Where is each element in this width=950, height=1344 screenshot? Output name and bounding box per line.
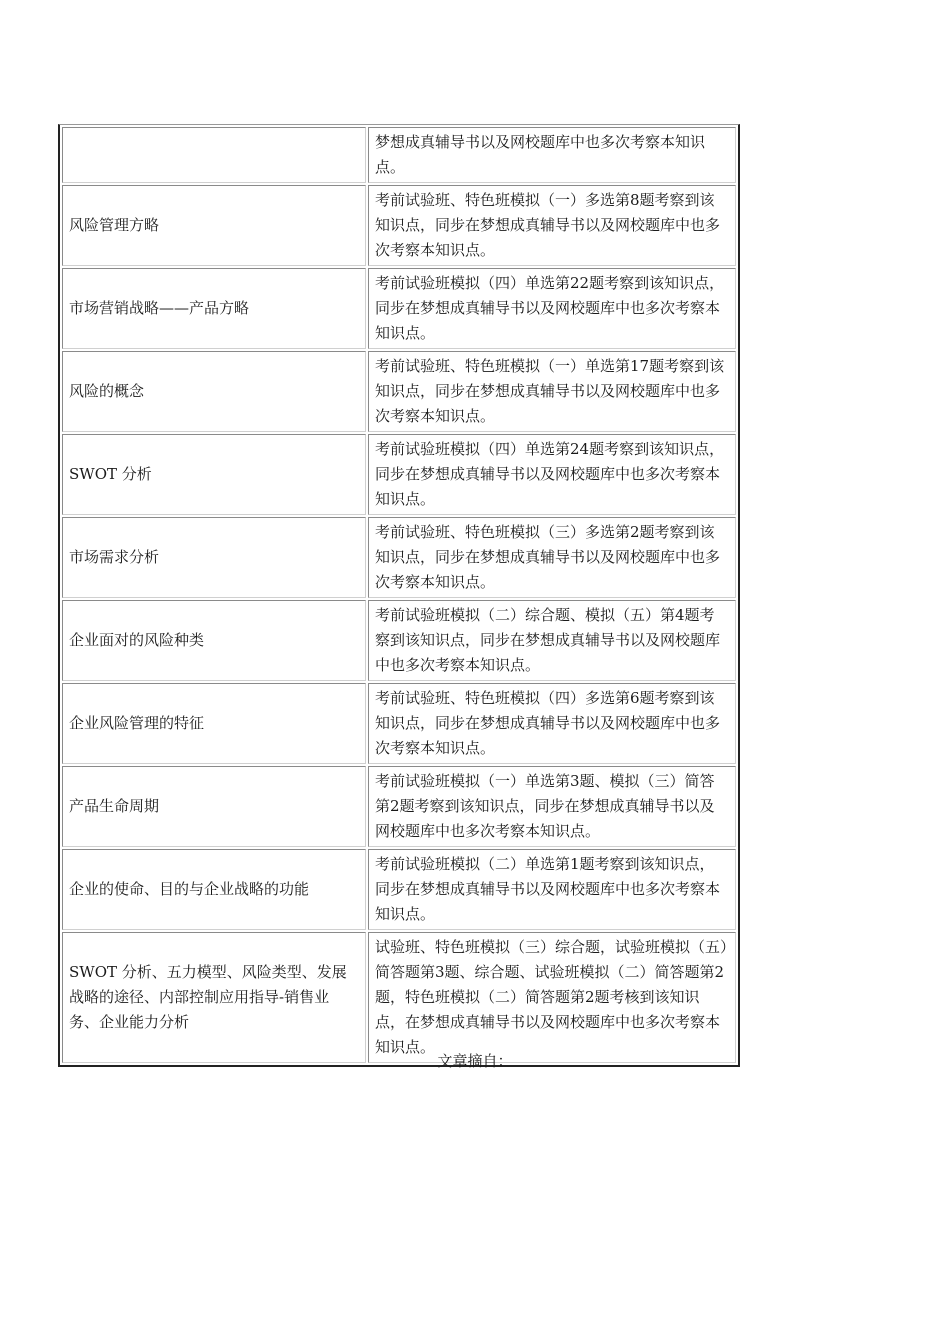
note-cell: 考前试验班模拟（一）单选第3题、模拟（三）简答第2题考察到该知识点，同步在梦想成真辅导书以及网校题库中也多次考察本知识点。	[368, 766, 736, 847]
table-row	[62, 932, 736, 1063]
topic-cell: 企业的使命、目的与企业战略的功能	[62, 849, 366, 930]
table-row	[62, 351, 736, 432]
knowledge-point-table	[58, 124, 740, 1067]
note-cell: 考前试验班模拟（二）综合题、模拟（五）第4题考察到该知识点，同步在梦想成真辅导书以及网校题库中也多次考察本知识点。	[368, 600, 736, 681]
topic-cell: 产品生命周期	[62, 766, 366, 847]
note-cell: 考前试验班、特色班模拟（一）多选第8题考察到该知识点，同步在梦想成真辅导书以及网校题库中也多次考察本知识点。	[368, 185, 736, 266]
topic-cell: 企业面对的风险种类	[62, 600, 366, 681]
topic-cell	[62, 127, 366, 183]
table-row	[62, 517, 736, 598]
table-row	[62, 766, 736, 847]
topic-cell: SWOT 分析、五力模型、风险类型、发展战略的途径、内部控制应用指导-销售业务、企业能力分析	[62, 932, 366, 1063]
source-caption: 文章摘自：	[437, 1052, 513, 1070]
note-cell: 试验班、特色班模拟（三）综合题，试验班模拟（五）简答题第3题、综合题、试验班模拟（二）简答题第2题，特色班模拟（二）简答题第2题考核到该知识点，在梦想成真辅导书以及网校题库中也多次考察本知识点。	[368, 932, 736, 1063]
table-row	[62, 600, 736, 681]
table-row	[62, 268, 736, 349]
note-cell: 考前试验班模拟（二）单选第1题考察到该知识点，同步在梦想成真辅导书以及网校题库中也多次考察本知识点。	[368, 849, 736, 930]
note-cell: 考前试验班、特色班模拟（一）单选第17题考察到该知识点，同步在梦想成真辅导书以及网校题库中也多次考察本知识点。	[368, 351, 736, 432]
note-cell: 考前试验班模拟（四）单选第24题考察到该知识点，同步在梦想成真辅导书以及网校题库中也多次考察本知识点。	[368, 434, 736, 515]
table-row	[62, 434, 736, 515]
topic-cell: 风险的概念	[62, 351, 366, 432]
note-cell: 考前试验班、特色班模拟（四）多选第6题考察到该知识点，同步在梦想成真辅导书以及网校题库中也多次考察本知识点。	[368, 683, 736, 764]
topic-cell: 企业风险管理的特征	[62, 683, 366, 764]
topic-cell: 市场营销战略——产品方略	[62, 268, 366, 349]
note-cell: 考前试验班、特色班模拟（三）多选第2题考察到该知识点，同步在梦想成真辅导书以及网校题库中也多次考察本知识点。	[368, 517, 736, 598]
topic-cell: 风险管理方略	[62, 185, 366, 266]
topic-cell: 市场需求分析	[62, 517, 366, 598]
note-cell: 梦想成真辅导书以及网校题库中也多次考察本知识点。	[368, 127, 736, 183]
table-row	[62, 849, 736, 930]
topic-cell: SWOT 分析	[62, 434, 366, 515]
table-row	[62, 185, 736, 266]
table-row	[62, 127, 736, 183]
table-row	[62, 683, 736, 764]
note-cell: 考前试验班模拟（四）单选第22题考察到该知识点，同步在梦想成真辅导书以及网校题库中也多次考察本知识点。	[368, 268, 736, 349]
